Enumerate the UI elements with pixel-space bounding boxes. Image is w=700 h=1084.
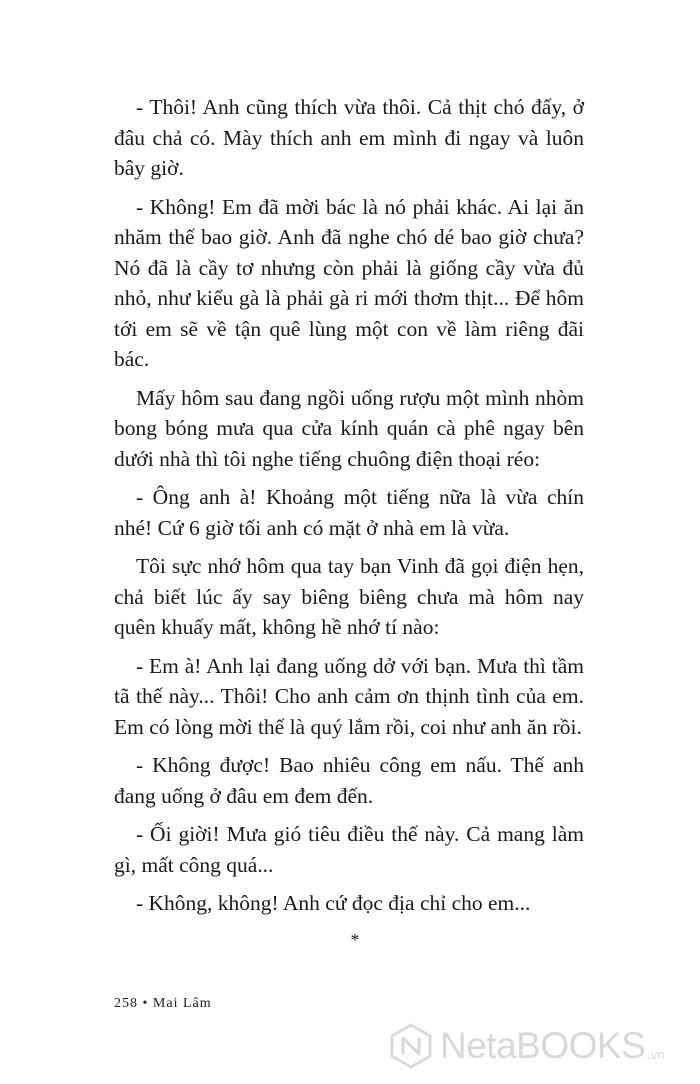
body-text [114, 92, 584, 927]
watermark [388, 1020, 688, 1072]
page-number: 258 [114, 996, 138, 1011]
paragraph: - Không được! Bao nhiêu công em nấu. Thế anh đang uống ở đâu em đem đến. [114, 753, 584, 808]
page-footer [114, 996, 212, 1012]
section-break: * [350, 930, 360, 950]
paragraph: - Không! Em đã mời bác là nó phải khác. Ai lại ăn nhăm thế bao giờ. Anh đã nghe chó dé bao giờ chưa? Nó đã là cầy tơ nhưng còn phải là giống cầy vừa đủ nhỏ, như kiểu gà là phải gà ri mới thơm thịt... Để hôm tới em sẽ về tận quê lùng một con về làm riêng đãi bác. [114, 194, 584, 371]
paragraph: - Ối giời! Mưa gió tiêu điều thế này. Cả mang làm gì, mất công quá... [114, 822, 584, 877]
footer-separator: • [142, 996, 149, 1011]
neta-logo-icon [388, 1023, 434, 1069]
paragraph: - Thôi! Anh cũng thích vừa thôi. Cả thịt chó đấy, ở đâu chả có. Mày thích anh em mình đi ngay và luôn bây giờ. [114, 95, 584, 180]
paragraph: Tôi sực nhớ hôm qua tay bạn Vinh đã gọi điện hẹn, chả biết lúc ấy say biêng biêng chưa mà hôm nay quên khuấy mất, không hề nhớ tí nào: [114, 554, 584, 639]
paragraph: - Em à! Anh lại đang uống dở với bạn. Mưa thì tầm tã thế này... Thôi! Cho anh cảm ơn thịnh tình của em. Em có lòng mời thế là quý lắm rồi, coi như anh ăn rồi. [114, 653, 584, 739]
paragraph: Mấy hôm sau đang ngồi uống rượu một mình nhòm bong bóng mưa qua cửa kính quán cà phê ngay bên dưới nhà thì tôi nghe tiếng chuông điện thoại réo: [114, 385, 584, 471]
author-name: Mai Lâm [152, 996, 212, 1011]
watermark-suffix: .vn [647, 1046, 665, 1062]
paragraph: - Không, không! Anh cứ đọc địa chỉ cho em... [136, 891, 531, 915]
watermark-brand: NetaBOOKS [440, 1025, 646, 1066]
paragraph: - Ông anh à! Khoảng một tiếng nữa là vừa chín nhé! Cứ 6 giờ tối anh có mặt ở nhà em là vừa. [114, 485, 584, 540]
